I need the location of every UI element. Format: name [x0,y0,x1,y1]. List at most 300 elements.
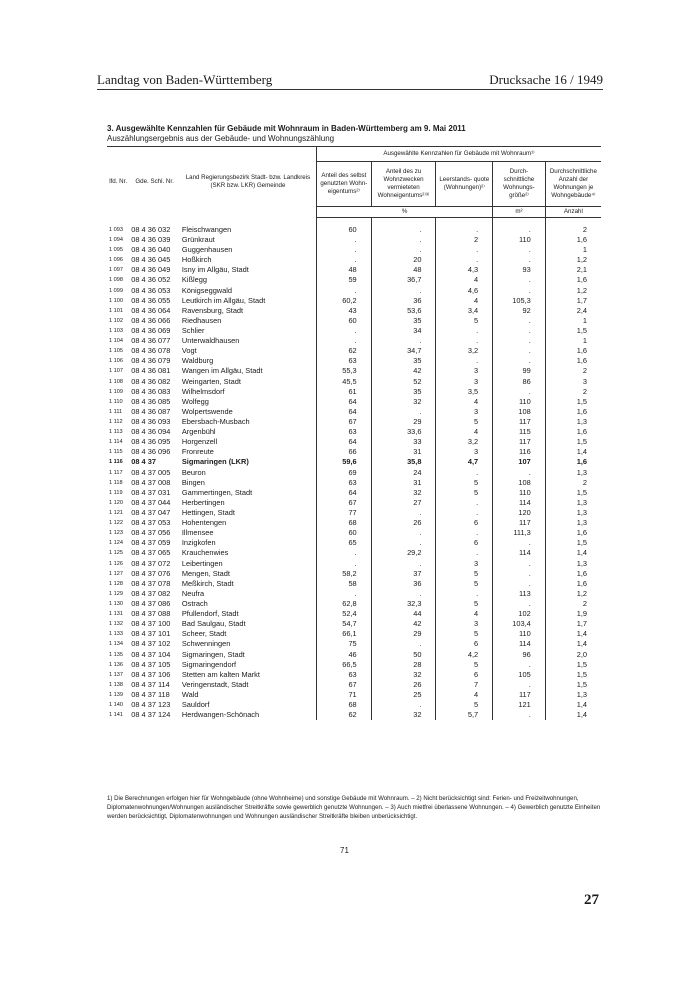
value-owner-occupied: 67 [317,680,372,690]
value-avg-units: 1,9 [545,609,601,619]
municipality-name: Fronreute [181,447,214,457]
row-number: 1 112 [109,419,123,426]
value-rented: 27 [371,498,436,508]
municipality-code: 08 4 36 055 [131,295,171,305]
municipality-code: 08 4 36 083 [131,386,171,396]
value-avg-size: . [493,356,546,366]
municipality-code: 08 4 37 114 [131,679,170,689]
municipality-name: Bingen [181,477,205,487]
table-row [107,407,601,417]
row-number: 1 109 [109,388,123,395]
municipality-code: 08 4 36 087 [131,406,171,416]
value-rented: 26 [371,680,436,690]
value-avg-size: . [493,245,546,255]
value-rented: 32,3 [371,599,436,609]
value-avg-size: 93 [493,265,546,275]
document-page-number: 27 [584,892,599,908]
value-avg-units: 1,4 [545,447,601,457]
table-row [107,599,601,609]
value-avg-size: 102 [493,609,546,619]
table-row [107,498,601,508]
value-owner-occupied: 67 [317,498,372,508]
value-avg-size: 110 [493,235,546,245]
page-number: 71 [340,846,349,855]
value-avg-units: 1 [545,316,601,326]
value-owner-occupied: 64 [317,488,372,498]
municipality-name: Kißlegg [181,275,207,285]
value-avg-size: 110 [493,629,546,639]
value-rented: 25 [371,690,436,700]
municipality-code: 08 4 36 039 [131,235,171,245]
table-subtitle: Auszählungsergebnis aus der Gebäude- und Wohnungszählung [107,134,335,143]
value-avg-size: . [493,336,546,346]
value-vacancy: 4 [436,296,493,306]
value-rented: . [371,528,436,538]
value-rented: . [371,559,436,569]
row-number: 1 124 [109,540,123,547]
municipality-code: 08 4 37 102 [131,639,171,649]
value-avg-size: 117 [493,518,546,528]
municipality-code: 08 4 37 106 [131,669,171,679]
value-owner-occupied: 60 [317,316,372,326]
table-row [107,508,601,518]
row-number: 1 099 [109,287,123,294]
value-vacancy: 5 [436,316,493,326]
value-vacancy: . [436,528,493,538]
municipality-name: Pfullendorf, Stadt [181,609,239,619]
value-owner-occupied: 62,8 [317,599,372,609]
value-owner-occupied: . [317,255,372,265]
municipality-code: 08 4 37 056 [131,528,171,538]
table-row [107,326,601,336]
value-rented: 29 [371,417,436,427]
municipality-name: Inzigkofen [181,538,216,548]
value-avg-size: . [493,538,546,548]
municipality-code: 08 4 36 045 [131,255,171,265]
value-rented: 35 [371,316,436,326]
value-owner-occupied: 46 [317,649,372,659]
col-header-code: Gde. Schl. Nr. [129,147,180,218]
unit-count: Anzahl [545,207,601,218]
municipality-name: Isny im Allgäu, Stadt [181,265,249,275]
table-row [107,437,601,447]
value-vacancy: 5 [436,700,493,710]
value-owner-occupied: 48 [317,265,372,275]
value-rented: 53,6 [371,306,436,316]
value-avg-units: 1,4 [545,629,601,639]
table-row [107,660,601,670]
municipality-name: Ebersbach-Musbach [181,417,250,427]
value-vacancy: 4,6 [436,286,493,296]
value-owner-occupied: 68 [317,700,372,710]
value-owner-occupied: 63 [317,670,372,680]
municipality-code: 08 4 36 064 [131,305,171,315]
value-vacancy: 5 [436,488,493,498]
col-header-c1: Anteil des selbst genutzten Wohn- eigentums²⁾ [317,162,372,207]
value-avg-units: 1,6 [545,528,601,538]
table-row [107,377,601,387]
value-avg-size: 110 [493,397,546,407]
row-number: 1 128 [109,580,123,587]
value-rented: 33,6 [371,427,436,437]
value-vacancy: 3 [436,619,493,629]
table-row [107,609,601,619]
value-rented: 20 [371,255,436,265]
value-avg-size: . [493,599,546,609]
value-avg-size: . [493,316,546,326]
value-owner-occupied: 60 [317,528,372,538]
value-vacancy: 6 [436,639,493,649]
header-right: Drucksache 16 / 1949 [489,72,603,87]
municipality-name: Sigmaringen, Stadt [181,649,245,659]
value-avg-size: . [493,286,546,296]
value-vacancy: 3,2 [436,437,493,447]
row-number: 1 106 [109,358,123,365]
value-rented: 36 [371,579,436,589]
value-owner-occupied: 62 [317,710,372,720]
value-avg-units: 1,5 [545,538,601,548]
table-row [107,255,601,265]
value-owner-occupied: . [317,245,372,255]
value-owner-occupied: 58 [317,579,372,589]
value-owner-occupied: 64 [317,407,372,417]
value-vacancy: 5 [436,599,493,609]
municipality-name: Hettingen, Stadt [181,508,235,517]
municipality-name: Horgenzell [181,437,218,447]
value-avg-units: 1,5 [545,326,601,336]
value-avg-units: 1,2 [545,255,601,265]
value-avg-units: 1,2 [545,589,601,599]
table-row [107,690,601,700]
value-owner-occupied: 75 [317,639,372,649]
value-avg-units: 1,6 [545,346,601,356]
value-owner-occupied: 67 [317,417,372,427]
row-number: 1 097 [109,267,123,274]
value-avg-size: . [493,387,546,397]
value-avg-units: 1,4 [545,639,601,649]
value-owner-occupied: . [317,548,372,558]
municipality-name: Illmensee [181,528,214,538]
value-owner-occupied: 59,6 [317,457,372,467]
value-rented: . [371,639,436,649]
value-avg-size: 113 [493,589,546,599]
table-row [107,417,601,427]
municipality-name: Riedhausen [181,315,222,325]
row-number: 1 125 [109,550,123,557]
municipality-name: Gammertingen, Stadt [181,487,253,497]
value-avg-units: 1,3 [545,417,601,427]
row-number: 1 105 [109,348,123,355]
row-number: 1 141 [109,712,123,719]
value-avg-size: . [493,559,546,569]
value-rented: 24 [371,468,436,478]
value-owner-occupied: . [317,286,372,296]
value-rented: 31 [371,447,436,457]
value-vacancy: . [436,548,493,558]
value-vacancy: 6 [436,670,493,680]
municipality-code: 08 4 37 123 [131,700,171,710]
row-number: 1 107 [109,368,123,375]
value-vacancy: . [436,245,493,255]
value-avg-size: 120 [493,508,546,518]
value-avg-units: 1 [545,336,601,346]
value-vacancy: 5 [436,660,493,670]
municipality-name: Scheer, Stadt [181,629,227,639]
value-avg-units: 3 [545,377,601,387]
row-number: 1 100 [109,297,123,304]
table-row [107,235,601,245]
value-avg-size: 108 [493,407,546,417]
municipality-code: 08 4 37 053 [131,518,171,528]
table-row [107,649,601,659]
value-rented: 29,2 [371,548,436,558]
value-avg-units: 1,4 [545,548,601,558]
table-row [107,518,601,528]
value-avg-size: 117 [493,437,546,447]
value-avg-units: 1,3 [545,468,601,478]
value-avg-size: 111,3 [493,528,546,538]
row-number: 1 096 [109,257,123,264]
value-rented: 42 [371,619,436,629]
value-vacancy: 3 [436,377,493,387]
value-vacancy: 4,2 [436,649,493,659]
municipality-name: Beuron [181,467,206,477]
value-avg-units: 1,6 [545,579,601,589]
table-body [107,218,601,721]
municipality-code: 08 4 37 124 [131,710,171,720]
value-vacancy: . [436,508,493,518]
municipality-code: 08 4 36 085 [131,396,171,406]
row-number: 1 113 [109,429,123,436]
value-vacancy: 3 [436,366,493,376]
municipality-name: Wolfegg [181,396,209,406]
row-number: 1 101 [109,307,123,314]
table-row [107,218,601,236]
value-owner-occupied: 77 [317,508,372,518]
value-avg-units: 1,3 [545,559,601,569]
value-vacancy: 2 [436,235,493,245]
table-row [107,710,601,720]
municipality-code: 08 4 37 065 [131,548,171,558]
table-row [107,286,601,296]
table-row [107,559,601,569]
municipality-name: Königseggwald [181,285,233,295]
value-vacancy: 4,3 [436,265,493,275]
value-vacancy: 3 [436,447,493,457]
municipality-code: 08 4 37 076 [131,568,171,578]
value-rented: . [371,589,436,599]
municipality-code: 08 4 36 053 [131,285,171,295]
value-avg-size: . [493,569,546,579]
value-avg-size: . [493,218,546,236]
value-avg-units: 1,3 [545,518,601,528]
municipality-name: Sauldorf [181,700,210,710]
value-vacancy: 5 [436,417,493,427]
municipality-name: Leutkirch im Allgäu, Stadt [181,295,266,305]
value-avg-units: 1,5 [545,670,601,680]
value-avg-units: 1,5 [545,488,601,498]
value-vacancy: 4,7 [436,457,493,467]
municipality-code: 08 4 36 081 [131,366,171,376]
municipality-name: Herdwangen-Schönach [181,710,260,720]
header-rule [97,89,603,90]
value-owner-occupied: 69 [317,468,372,478]
row-number: 1 130 [109,600,123,607]
value-rented: . [371,286,436,296]
value-avg-size: 117 [493,690,546,700]
value-avg-units: 1,7 [545,619,601,629]
municipality-code: 08 4 36 093 [131,417,171,427]
row-number: 1 133 [109,631,123,638]
municipality-name: Wald [181,689,199,699]
value-avg-units: 1,5 [545,397,601,407]
table-row [107,700,601,710]
value-vacancy: 5 [436,569,493,579]
value-rented: 29 [371,629,436,639]
municipality-name: Weingarten, Stadt [181,376,241,386]
municipality-code: 08 4 37 078 [131,578,171,588]
value-rented: 34,7 [371,346,436,356]
municipality-name: Mengen, Stadt [181,568,230,578]
municipality-code: 08 4 36 079 [131,356,171,366]
table-row [107,427,601,437]
municipality-name: Waldburg [181,356,214,366]
table-row [107,639,601,649]
value-owner-occupied: 63 [317,478,372,488]
value-rented: . [371,407,436,417]
value-rented: . [371,508,436,518]
row-number: 1 102 [109,317,123,324]
municipality-code: 08 4 36 078 [131,346,171,356]
value-rented: 32 [371,710,436,720]
value-avg-units: 1,4 [545,700,601,710]
municipality-name: Guggenhausen [181,245,233,255]
value-owner-occupied: 45,5 [317,377,372,387]
value-avg-size: 103,4 [493,619,546,629]
municipality-name: Bad Saulgau, Stadt [181,619,246,629]
value-vacancy: . [436,326,493,336]
value-avg-size: . [493,275,546,285]
value-avg-size: 115 [493,427,546,437]
row-number: 1 118 [109,479,123,486]
table-row [107,478,601,488]
row-number: 1 119 [109,489,123,496]
row-number: 1 126 [109,560,123,567]
value-avg-units: 2 [545,218,601,236]
municipality-name: Wilhelmsdorf [181,386,225,396]
row-number: 1 103 [109,328,123,335]
value-vacancy: . [436,498,493,508]
value-rented: 37 [371,569,436,579]
table-row [107,316,601,326]
table-title: 3. Ausgewählte Kennzahlen für Gebäude mit Wohnraum in Baden-Württemberg am 9. Mai 2011 [107,124,466,133]
row-number: 1 094 [109,237,123,244]
municipality-code: 08 4 37 086 [131,598,171,608]
value-rented: . [371,538,436,548]
value-avg-size: 121 [493,700,546,710]
municipality-name: Sigmaringendorf [181,659,237,669]
value-rented: . [371,235,436,245]
row-number: 1 138 [109,681,123,688]
municipality-code: 08 4 37 118 [131,689,170,699]
value-vacancy: 3 [436,407,493,417]
value-owner-occupied: 55,3 [317,366,372,376]
value-vacancy: 5,7 [436,710,493,720]
value-vacancy: . [436,255,493,265]
municipality-name: Argenbühl [181,427,216,437]
row-number: 1 108 [109,378,123,385]
municipality-name: Hohentengen [181,518,227,528]
row-number: 1 135 [109,651,123,658]
municipality-name: Vogt [181,346,197,356]
value-avg-units: 2,0 [545,649,601,659]
row-number: 1 139 [109,691,123,698]
municipality-code: 08 4 37 [131,457,156,467]
value-avg-size: 114 [493,548,546,558]
value-rented: 35 [371,356,436,366]
value-avg-size: 105 [493,670,546,680]
value-avg-size: 108 [493,478,546,488]
value-avg-units: 2,4 [545,306,601,316]
municipality-code: 08 4 36 095 [131,437,171,447]
value-avg-size: . [493,346,546,356]
value-rented: . [371,700,436,710]
value-rented: 48 [371,265,436,275]
value-owner-occupied: 68 [317,518,372,528]
value-avg-units: 1,5 [545,437,601,447]
value-avg-units: 2,1 [545,265,601,275]
municipality-name: Veringenstadt, Stadt [181,679,249,689]
value-avg-size: 92 [493,306,546,316]
row-number: 1 121 [109,510,123,516]
value-vacancy: 4 [436,609,493,619]
value-owner-occupied: . [317,235,372,245]
value-avg-size: . [493,579,546,589]
municipality-code: 08 4 36 069 [131,326,171,336]
table-row [107,366,601,376]
value-rented: 31 [371,478,436,488]
value-avg-units: 1,3 [545,690,601,700]
municipality-code: 08 4 36 094 [131,427,171,437]
value-vacancy: 4 [436,275,493,285]
row-number: 1 140 [109,702,123,709]
municipality-code: 08 4 36 066 [131,315,171,325]
municipality-name: Schlier [181,326,205,336]
row-number: 1 129 [109,590,123,597]
municipality-name: Schwenningen [181,639,231,649]
value-rented: 28 [371,660,436,670]
value-vacancy: 3,5 [436,387,493,397]
value-owner-occupied: . [317,589,372,599]
unit-percent: % [317,207,493,218]
col-header-group: Ausgewählte Kennzahlen für Gebäude mit Wohnraum¹⁾ [317,147,601,162]
municipality-name: Ostrach [181,598,208,608]
value-owner-occupied: . [317,326,372,336]
municipality-name: Wangen im Allgäu, Stadt [181,366,263,376]
municipality-name: Stetten am kalten Markt [181,669,260,679]
value-owner-occupied: 59 [317,275,372,285]
table-row [107,265,601,275]
value-owner-occupied: . [317,559,372,569]
value-avg-size: 86 [493,377,546,387]
municipality-code: 08 4 37 100 [131,619,171,629]
value-avg-units: 1,6 [545,356,601,366]
municipality-code: 08 4 37 101 [131,629,171,639]
col-header-c3: Leerstands- quote (Wohnungen)²⁾ [436,162,493,207]
value-vacancy: . [436,218,493,236]
table-row [107,275,601,285]
table-row [107,356,601,366]
